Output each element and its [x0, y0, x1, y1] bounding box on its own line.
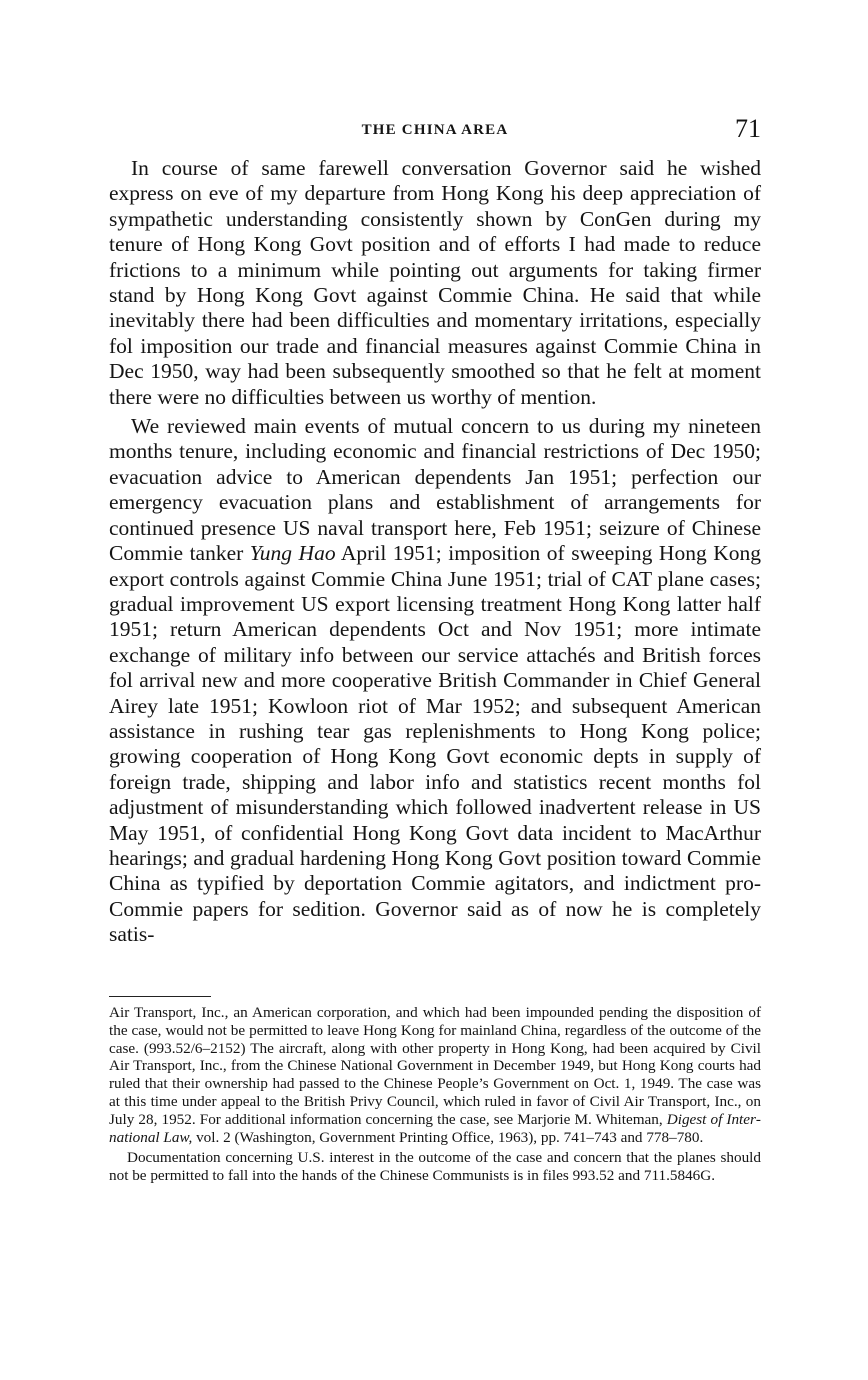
digest-title: Digest of International Law,	[109, 1110, 761, 1146]
footnote-rule	[109, 996, 211, 997]
footnote-1-text-b: vol. 2 (Washington, Government Printing Office, 1963), pp. 741–743 and 778–780.	[192, 1128, 704, 1146]
running-head	[109, 114, 761, 148]
paragraph-2-text-a: We reviewed main events of mutual concern to us during my nineteen months tenure, including economic and financial restrictions of Dec 1950; evacuation advice to American dependents Jan 1951; perfection our emergency evacuation plans and establishment of arrangements for continued presence US naval transport here, Feb 1951; seizure of Chinese Commie tanker	[109, 414, 761, 566]
running-title: THE CHINA AREA	[361, 122, 509, 138]
footnotes	[109, 1004, 761, 1188]
paragraph-1: In course of same farewell conversation Governor said he wished express on eve of my departure from Hong Kong his deep appreciation of sympathetic understanding consistently shown by ConGen during my tenure of Hong Kong Govt position and of efforts I had made to reduce frictions to a minimum while pointing out arguments for taking firmer stand by Hong Kong Govt against Commie China. He said that while inevitably there had been difficulties and momentary irritations, especially fol imposition our trade and financial measures against Commie China in Dec 1950, way had been subsequently smoothed so that he felt at moment there were no difficulties between us worthy of mention.	[109, 156, 761, 409]
paragraph-2	[109, 414, 761, 948]
footnote-1-text-a: Air Transport, Inc., an American corporation, and which had been impounded pending the disposition of the case, would not be permitted to leave Hong Kong for mainland China, regardless of the outcome of the case. (993.52/6–2152) The aircraft, along with other property in Hong Kong, had been acquired by Civil Air Transport, Inc., from the Chinese National Government in December 1949, but Hong Kong courts had ruled that their ownership had passed to the Chinese People’s Government on Oct. 1, 1949. The case was at this time under appeal to the British Privy Council, which ruled in favor of Civil Air Transport, Inc., on July 28, 1952. For additional information concerning the case, see Marjorie M. Whiteman,	[109, 1004, 761, 1128]
footnote-1	[109, 1004, 761, 1146]
ship-name: Yung Hao	[249, 541, 336, 566]
page-number: 71	[735, 114, 761, 143]
footnote-2: Documentation concerning U.S. interest in the outcome of the case and concern that the planes should not be permitted to fall into the hands of the Chinese Communists is in files 993.52 and 711.5846G.	[109, 1149, 761, 1185]
body-text	[109, 156, 761, 952]
paragraph-2-text-b: April 1951; imposition of sweeping Hong Kong export controls against Commie China June 1951; trial of CAT plane cases; gradual improvement US export licensing treatment Hong Kong latter half 1951; return American dependents Oct and Nov 1951; more intimate exchange of military info between our service attachés and British forces fol arrival new and more cooperative British Commander in Chief General Airey late 1951; Kowloon riot of Mar 1952; and subsequent American assistance in rushing tear gas replenishments to Hong Kong police; growing cooperation of Hong Kong Govt economic depts in supply of foreign trade, shipping and labor info and statistics recent months fol adjustment of misunderstanding which followed inadvertent release in US May 1951, of confidential Hong Kong Govt data incident to MacArthur hearings; and gradual hardening Hong Kong Govt position toward Commie China as typified by deportation Commie agitators, and indictment pro-Commie papers for sedition. Governor said as of now he is completely satis-	[109, 541, 761, 947]
